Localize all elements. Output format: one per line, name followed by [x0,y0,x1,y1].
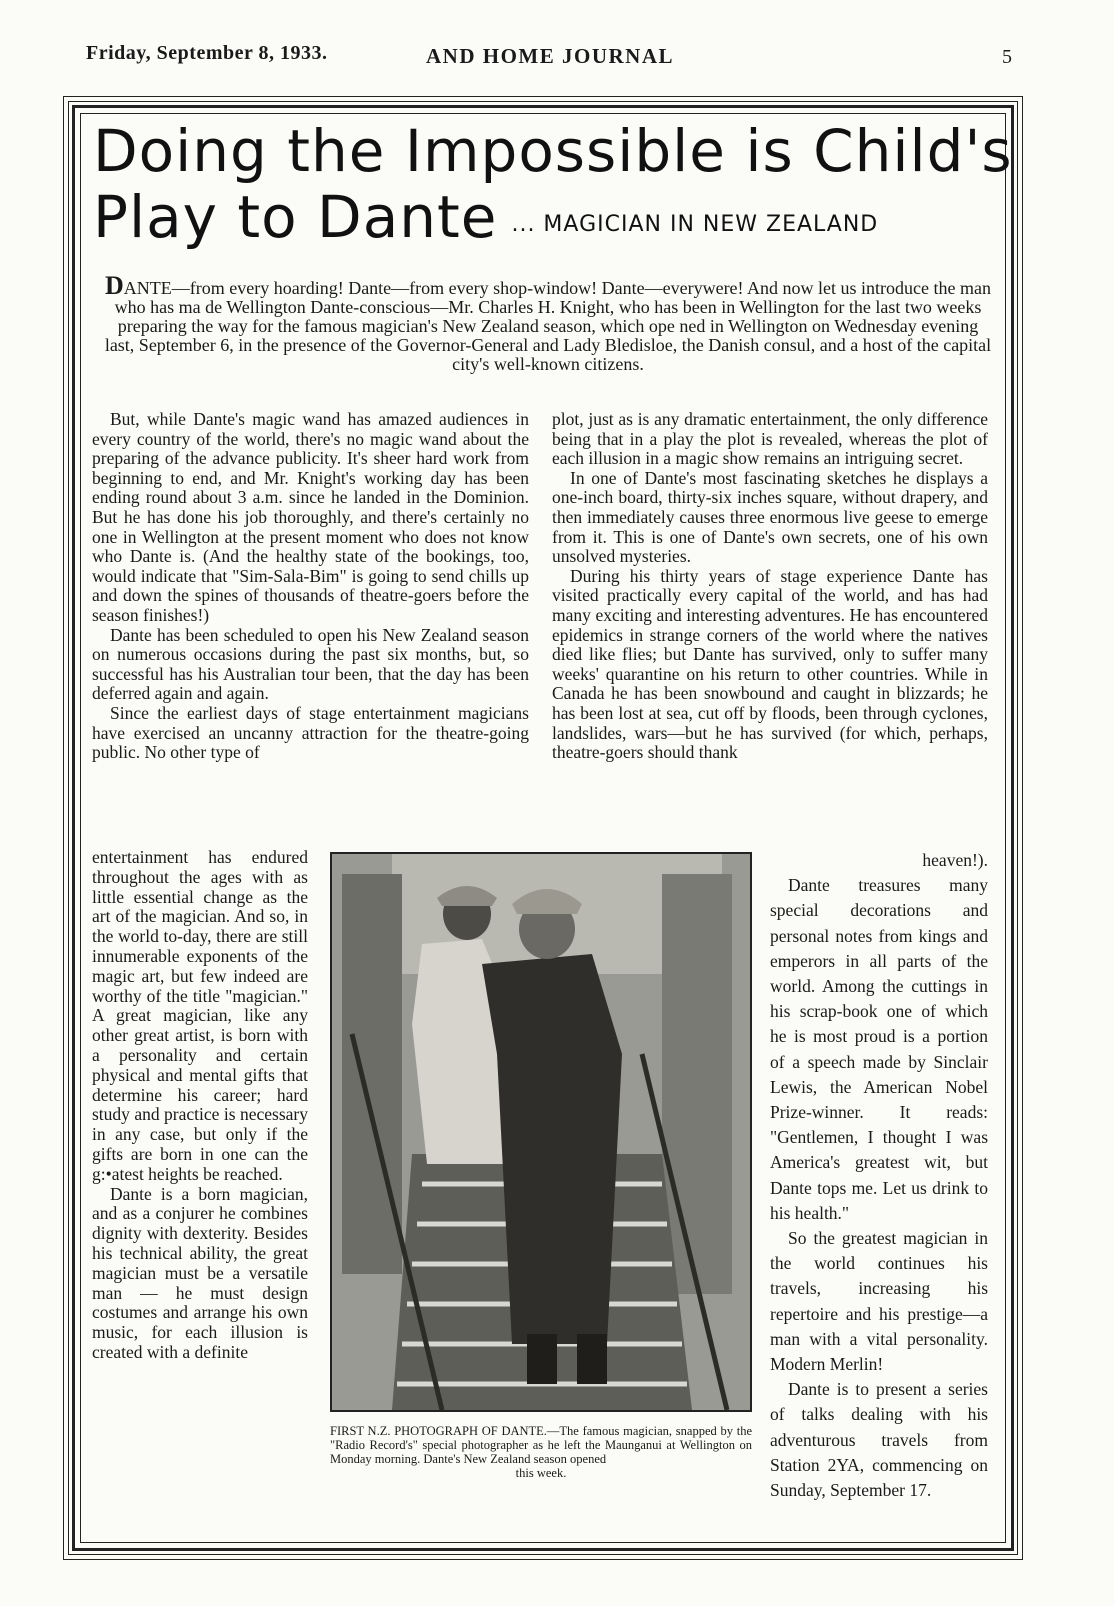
column-1-paragraph: But, while Dante's magic wand has amazed audiences in every country of the world, there's no magic wand about the preparing of the advance publicity. It's sheer hard work from beginning to end, and Mr. Knight's working day has been ending round about 3 a.m. since he landed in the Dominion. But he has done his job thoroughly, and there's certainly no one in Wellington at the present moment who does not know who Dante is. (And the healthy state of the bookings, too, would indicate that "Sim-Sala-Bim" is going to send chills up and down the spines of thousands of theatre-goers before the season finishes!) [92,409,529,625]
column-2 [552,410,988,763]
caption-text: FIRST N.Z. PHOTOGRAPH OF DANTE.—The famous magician, snapped by the "Radio Record's" special photographer as he left the Maunganui at Wellington on Monday morning. Dante's New Zealand season opened [330,1424,752,1466]
caption-end: this week. [515,1466,567,1480]
photo-caption [330,1424,752,1480]
column-2-lower-paragraph: heaven!). [922,850,988,870]
column-1-paragraph: Dante has been scheduled to open his New Zealand season on numerous occasions during the past six months, but, so successful has his Australian tour been, that the day has been deferred again and again. [92,624,529,704]
column-2-paragraph: In one of Dante's most fascinating sketches he displays a one-inch board, thirty-six inches square, without drapery, and then immediately causes three enormous live geese to emerge from it. This is one of Dante's own secrets, one of his own unsolved mysteries. [552,467,988,567]
column-2-lower-paragraph: Dante is to present a series of talks dealing with his adventurous travels from Station 2YA, commencing on Sunday, September 17. [770,1379,988,1501]
intro-text: ANTE—from every hoarding! Dante—from every shop-window! Dante—everywere! And now let us introduce the man who has ma de Wellington Dante-conscious—Mr. Charles H. Knight, who has been in Wellington for the last two weeks preparing the way for the famous magician's New Zealand season, which ope ned in Wellington on Wednesday evening last, September 6, in the presence of the Governor-General and Lady Bledisloe, the Danish consul, and a host of the capital city's well-known citizens. [104,278,992,374]
column-1-paragraph: Since the earliest days of stage entertainment magicians have exercised an uncanny attraction for the theatre-going public. No other type of [92,702,529,763]
journal-name: AND HOME JOURNAL [426,44,674,68]
headline-subtitle: ... MAGICIAN IN NEW ZEALAND [511,212,879,237]
column-2-lower-paragraph: Dante treasures many special decorations and personal notes from kings and emperors in all parts of the world. Among the cuttings in his scrap-book one of which he is most proud is a portion of a speech made by Sinclair Lewis, the American Nobel Prize-winner. It reads: "Gentlemen, I thought I was America's greatest wit, but Dante tops me. Let us drink to his health." [770,875,988,1223]
intro-paragraph [104,271,992,374]
column-2-lower-paragraph: So the greatest magician in the world continues his travels, increasing his repertoire and his prestige—a man with a vital personality. Modern Merlin! [770,1228,988,1375]
intro-dropcap: D [104,271,124,300]
column-2-lower [770,848,988,1503]
page-header [86,38,1012,68]
column-1-lower-paragraph: Dante is a born magician, and as a conjurer he combines dignity with dexterity. Besides his technical ability, the great magician must be a versatile man — he must design costumes and arrange his own music, for each illusion is created with a definite [92,1183,308,1362]
page-number: 5 [1002,46,1012,68]
issue-date: Friday, September 8, 1933. [86,42,328,64]
article-headline [93,118,1013,258]
column-2-paragraph: plot, just as is any dramatic entertainment, the only difference being that in a play the plot is revealed, whereas the plot of each illusion in a magic show remains an intriguing secret. [552,409,988,469]
headline-line-2 [93,184,1013,258]
column-1 [92,410,529,763]
column-1-lower [92,848,308,1363]
column-2-paragraph: During his thirty years of stage experience Dante has visited practically every capital of the world, and has had many exciting and interesting adventures. He has encountered epidemics in strange corners of the world where the natives died like flies; but Dante has survived, only to suffer many weeks' quarantine on his return to other countries. While in Canada he has been snowbound and caught in blizzards; he has been lost at sea, cut off by floods, been through cyclones, landslides, wars—but he has survived (for which, perhaps, theatre-goers should thank [552,565,988,763]
headline-line-2-text: Play to Dante [93,183,498,251]
headline-line-1: Doing the Impossible is Child's [93,117,1013,185]
dante-photograph [330,852,752,1412]
column-1-lower-paragraph: entertainment has endured throughout the ages with as little essential change as the art of the magician. And so, in the world to-day, there are still innumerable exponents of the magic art, but few indeed are worthy of the title "magician." A great magician, like any other great artist, is born with a personality and certain physical and mental gifts that determine his career; hard study and practice is necessary in any case, but only if the gifts are born in one can the g:•atest heights be reached. [92,847,308,1184]
